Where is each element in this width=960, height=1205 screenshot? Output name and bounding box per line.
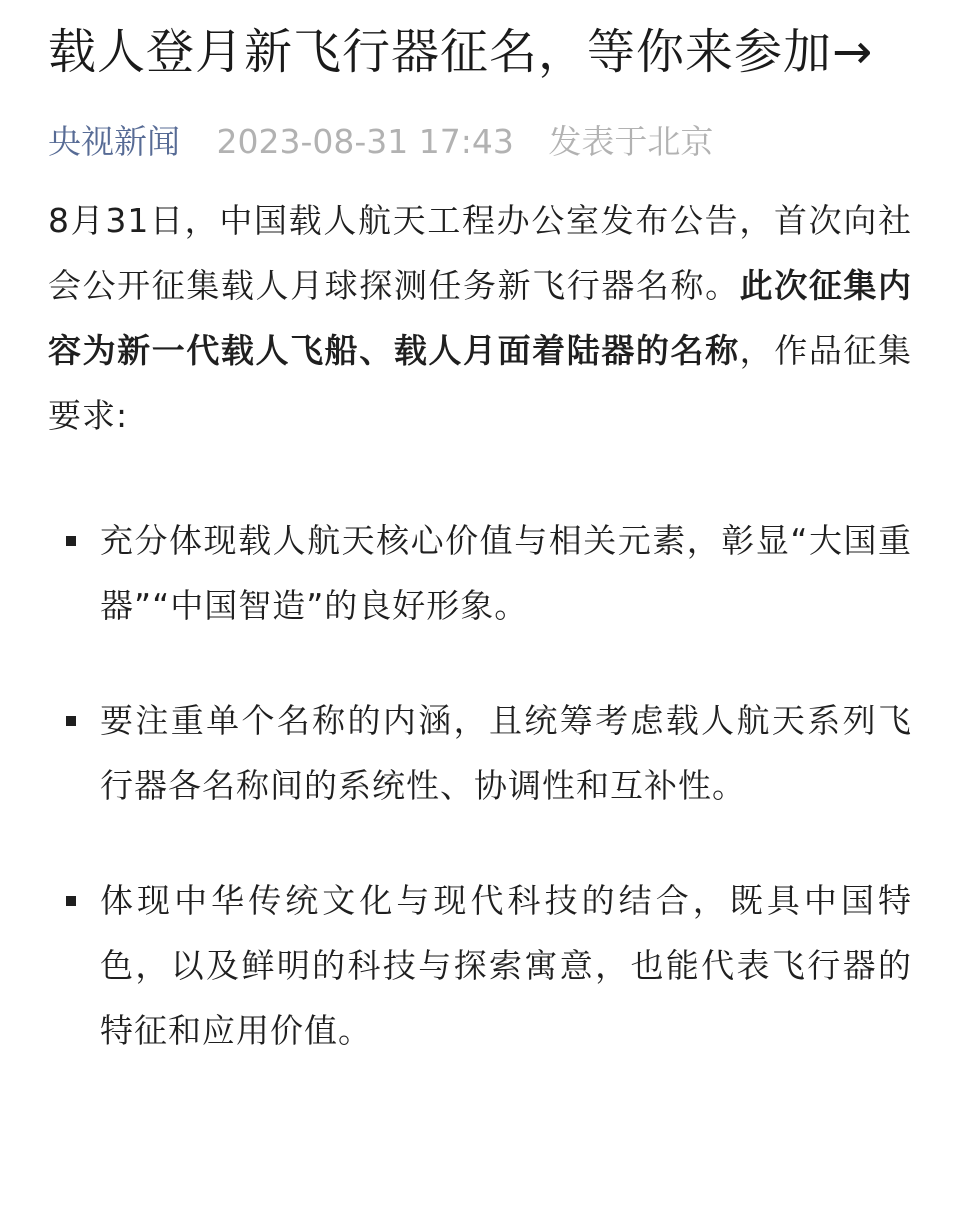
square-bullet-icon [66,536,76,546]
article-title: 载人登月新飞行器征名，等你来参加→ [48,24,874,80]
lead-bold-text: 此次征集内容为新一代载人飞船、载人月面着陆器的名称 [48,266,913,370]
lead-text-part2: ，作品征集要求: [48,331,913,435]
lead-text-part1: 8月31日，中国载人航天工程办公室发布公告，首次向社会公开征集载人月球探测任务新飞行器名称。 [48,201,912,305]
square-bullet-icon [66,896,76,906]
square-bullet-icon [66,716,76,726]
publish-location: 发表于北京 [548,122,714,161]
requirement-text: 充分体现载人航天核心价值与相关元素，彰显“大国重器”“中国智造”的良好形象。 [100,521,912,625]
lead-paragraph [48,188,912,448]
publish-datetime: 2023-08-31 17:43 [216,122,514,161]
source-link[interactable]: 央视新闻 [48,122,180,161]
list-item [48,868,912,1063]
requirements-list [48,508,912,1063]
article-meta [48,118,912,166]
requirement-text: 要注重单个名称的内涵，且统筹考虑载人航天系列飞行器各名称间的系统性、协调性和互补性。 [100,701,912,805]
list-item [48,688,912,818]
requirement-text: 体现中华传统文化与现代科技的结合，既具中国特色，以及鲜明的科技与探索寓意，也能代表飞行器的特征和应用价值。 [100,881,912,1050]
list-item [48,508,912,638]
